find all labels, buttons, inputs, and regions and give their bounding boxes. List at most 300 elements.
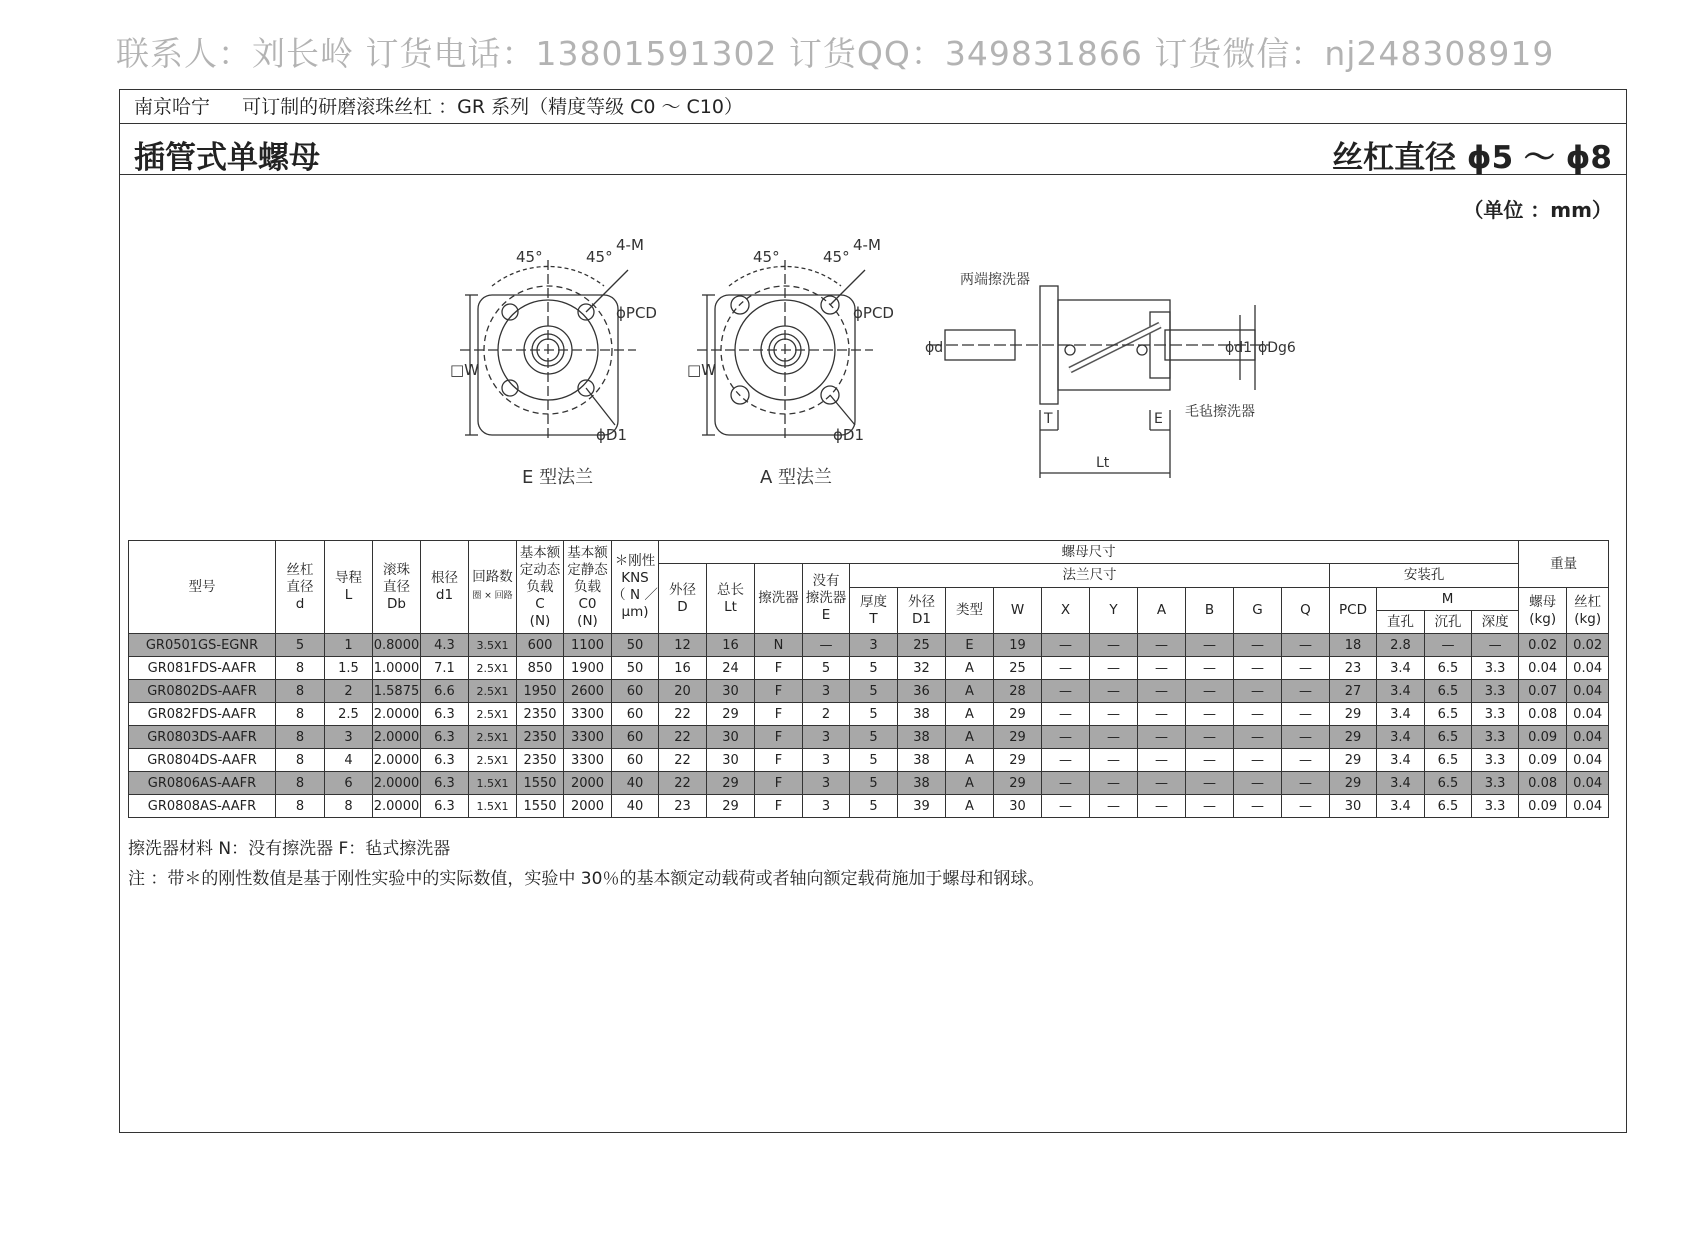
table-cell: 40 (612, 772, 659, 795)
table-cell: — (1234, 749, 1282, 772)
table-cell: — (1138, 657, 1186, 680)
table-cell: — (1138, 749, 1186, 772)
table-row (129, 772, 1609, 795)
table-cell: 27 (1330, 680, 1377, 703)
table-cell: — (1186, 657, 1234, 680)
table-cell: 5 (850, 772, 898, 795)
table-cell: — (1090, 680, 1138, 703)
table-cell: — (1282, 772, 1330, 795)
table-cell: 8 (276, 657, 325, 680)
flange-e-angle1: 45° (516, 248, 543, 266)
table-cell: 32 (898, 657, 946, 680)
table-cell: 8 (276, 680, 325, 703)
table-cell: — (1234, 703, 1282, 726)
table-cell: 40 (612, 795, 659, 818)
table-cell: 1100 (564, 634, 612, 657)
table-cell: 2350 (517, 703, 564, 726)
company-name: 南京哈宁 (134, 96, 211, 118)
table-cell: 5 (850, 703, 898, 726)
th-flange-dims: 法兰尺寸 (850, 564, 1330, 588)
table-cell: 6.3 (421, 703, 469, 726)
table-cell: 850 (517, 657, 564, 680)
table-cell: 29 (1330, 772, 1377, 795)
table-cell: 6.5 (1425, 726, 1472, 749)
table-cell: 2000 (564, 795, 612, 818)
th-root-dia: 根径 d1 (421, 541, 469, 634)
table-cell: 8 (276, 772, 325, 795)
unit-label: （单位 ：mm） (1463, 198, 1612, 222)
table-cell: 3.4 (1377, 703, 1425, 726)
table-cell: 60 (612, 749, 659, 772)
flange-a-w: □W (687, 361, 717, 379)
table-cell: — (1138, 703, 1186, 726)
table-cell: — (1138, 680, 1186, 703)
table-cell: 60 (612, 680, 659, 703)
table-cell: 2.5X1 (469, 703, 517, 726)
table-cell: 3.4 (1377, 795, 1425, 818)
contact-line: 联系人：刘长岭 订货电话：13801591302 订货QQ：349831866 订货微信：nj248308919 (116, 34, 1555, 73)
table-cell: — (1234, 726, 1282, 749)
table-cell: 3.5X1 (469, 634, 517, 657)
table-cell: 3300 (564, 703, 612, 726)
side-view-drawing (930, 286, 1270, 478)
table-cell: 2.0000 (373, 795, 421, 818)
table-cell: 3 (803, 749, 850, 772)
table-cell: — (1186, 680, 1234, 703)
table-cell: 6.3 (421, 726, 469, 749)
table-cell: GR0808AS-AAFR (129, 795, 276, 818)
table-cell: 6.5 (1425, 680, 1472, 703)
table-cell: GR0803DS-AAFR (129, 726, 276, 749)
table-cell: 60 (612, 703, 659, 726)
table-cell: 0.02 (1519, 634, 1567, 657)
flange-e-pcd: ϕPCD (616, 304, 657, 322)
table-cell: 1.5875 (373, 680, 421, 703)
table-cell: N (755, 634, 803, 657)
table-cell: 3.3 (1472, 657, 1519, 680)
table-cell: — (1042, 657, 1090, 680)
table-cell: 0.08 (1519, 772, 1567, 795)
table-cell: 29 (1330, 703, 1377, 726)
table-cell: — (1090, 726, 1138, 749)
th-type: 类型 (946, 588, 994, 634)
table-cell: 1.5X1 (469, 772, 517, 795)
table-cell: — (1042, 772, 1090, 795)
table-cell: GR0806AS-AAFR (129, 772, 276, 795)
table-cell: F (755, 749, 803, 772)
table-cell: 3300 (564, 749, 612, 772)
table-cell: A (946, 772, 994, 795)
table-cell: — (1138, 772, 1186, 795)
table-cell: 1 (325, 634, 373, 657)
table-cell: — (1282, 726, 1330, 749)
th-static-load: 基本额 定静态 负载 C0 (N) (564, 541, 612, 634)
table-cell: 0.04 (1567, 772, 1609, 795)
table-cell: 2.5X1 (469, 657, 517, 680)
table-cell: 2350 (517, 726, 564, 749)
th-g: G (1234, 588, 1282, 634)
table-cell: 1950 (517, 680, 564, 703)
table-cell: 1.5X1 (469, 795, 517, 818)
table-cell: 8 (276, 703, 325, 726)
side-lt: Lt (1096, 455, 1110, 471)
table-cell: 2600 (564, 680, 612, 703)
table-cell: 0.09 (1519, 749, 1567, 772)
table-cell: 1550 (517, 795, 564, 818)
table-cell: — (1186, 634, 1234, 657)
table-cell: 0.04 (1567, 749, 1609, 772)
table-cell: — (1042, 703, 1090, 726)
table-cell: 50 (612, 657, 659, 680)
table-cell: 4 (325, 749, 373, 772)
table-cell: 6.6 (421, 680, 469, 703)
table-cell: 1.0000 (373, 657, 421, 680)
table-cell: 7.1 (421, 657, 469, 680)
table-cell: 6.3 (421, 772, 469, 795)
table-cell: F (755, 703, 803, 726)
stiffness-note: 注 ：带＊的刚性数值是基于刚性实验中的实际数值，实验中 30％的基本额定动载荷或者轴向额定载荷施加于螺母和钢球。 (128, 869, 1045, 889)
datasheet-frame (119, 89, 1627, 1133)
flange-a-holes: 4-M (853, 236, 881, 254)
flange-a-pcd: ϕPCD (853, 304, 894, 322)
table-cell: 2.0000 (373, 726, 421, 749)
table-cell: 3300 (564, 726, 612, 749)
table-cell: — (1425, 634, 1472, 657)
th-flange-od: 外径 D1 (898, 588, 946, 634)
th-through: 直孔 (1377, 611, 1425, 634)
table-cell: 5 (850, 795, 898, 818)
table-cell: 3.4 (1377, 772, 1425, 795)
table-cell: 0.04 (1567, 795, 1609, 818)
table-cell: 2.5 (325, 703, 373, 726)
th-nut-dims: 螺母尺寸 (659, 541, 1519, 564)
table-cell: F (755, 795, 803, 818)
table-cell: 1900 (564, 657, 612, 680)
table-cell: 5 (850, 749, 898, 772)
table-cell: 23 (1330, 657, 1377, 680)
flange-e-caption: E 型法兰 (522, 467, 594, 488)
table-cell: 6 (325, 772, 373, 795)
table-cell: 38 (898, 726, 946, 749)
table-cell: 3.4 (1377, 657, 1425, 680)
th-depth: 深度 (1472, 611, 1519, 634)
table-cell: — (1282, 749, 1330, 772)
table-row (129, 795, 1609, 818)
spec-table (128, 540, 1609, 818)
table-cell: 600 (517, 634, 564, 657)
table-cell: — (1282, 657, 1330, 680)
table-cell: — (1282, 634, 1330, 657)
table-cell: 5 (850, 726, 898, 749)
table-cell: 3 (803, 726, 850, 749)
table-cell: 29 (707, 772, 755, 795)
table-cell: — (1186, 795, 1234, 818)
table-cell: — (1234, 795, 1282, 818)
table-cell: 5 (803, 657, 850, 680)
th-screw-kg: 丝杠 (kg) (1567, 588, 1609, 634)
th-model: 型号 (129, 541, 276, 634)
table-cell: 3.3 (1472, 680, 1519, 703)
table-cell: 25 (994, 657, 1042, 680)
product-title: 可订制的研磨滚珠丝杠 ：GR 系列（精度等级 C0 ～ C10） (242, 96, 743, 118)
table-cell: 30 (707, 726, 755, 749)
table-cell: A (946, 726, 994, 749)
table-cell: 24 (707, 657, 755, 680)
table-cell: 3.4 (1377, 680, 1425, 703)
flange-e-holes: 4-M (616, 236, 644, 254)
table-cell: 38 (898, 749, 946, 772)
table-cell: 8 (325, 795, 373, 818)
table-cell: — (1234, 657, 1282, 680)
spec-table-body (129, 634, 1609, 818)
table-cell: 8 (276, 795, 325, 818)
table-cell: 2.5X1 (469, 749, 517, 772)
table-cell: 16 (707, 634, 755, 657)
table-cell: 16 (659, 657, 707, 680)
table-cell: A (946, 795, 994, 818)
table-cell: 0.8000 (373, 634, 421, 657)
table-cell: 6.5 (1425, 772, 1472, 795)
table-cell: 6.5 (1425, 749, 1472, 772)
th-a: A (1138, 588, 1186, 634)
flange-a-drawing (697, 260, 873, 440)
table-cell: 30 (707, 749, 755, 772)
table-cell: 0.08 (1519, 703, 1567, 726)
table-cell: — (803, 634, 850, 657)
table-cell: — (1090, 634, 1138, 657)
table-row (129, 680, 1609, 703)
table-cell: 3.3 (1472, 795, 1519, 818)
table-cell: 38 (898, 703, 946, 726)
table-cell: 0.09 (1519, 795, 1567, 818)
table-cell: 29 (994, 703, 1042, 726)
table-cell: — (1042, 726, 1090, 749)
table-cell: 25 (898, 634, 946, 657)
table-cell: 3.3 (1472, 726, 1519, 749)
table-cell: 6.5 (1425, 795, 1472, 818)
th-outer-dia: 外径 D (659, 564, 707, 634)
diameter-range: 丝杠直径 ϕ5 ～ ϕ8 (1332, 140, 1612, 176)
th-ball-dia: 滚珠 直径 Db (373, 541, 421, 634)
section-title: 插管式单螺母 (134, 140, 320, 176)
table-row (129, 634, 1609, 657)
table-cell: 3 (803, 772, 850, 795)
table-cell: — (1234, 772, 1282, 795)
th-no-wiper: 没有 擦洗器 E (803, 564, 850, 634)
table-cell: 30 (994, 795, 1042, 818)
flange-a-d1: ϕD1 (833, 426, 864, 444)
table-cell: 2.0000 (373, 703, 421, 726)
flange-e-w: □W (450, 361, 480, 379)
table-cell: 0.04 (1567, 657, 1609, 680)
table-cell: 3 (803, 795, 850, 818)
table-cell: 5 (276, 634, 325, 657)
table-cell: 8 (276, 749, 325, 772)
table-cell: 3.3 (1472, 772, 1519, 795)
table-cell: 2.0000 (373, 772, 421, 795)
flange-e-drawing (460, 260, 636, 440)
table-cell: — (1186, 772, 1234, 795)
table-cell: GR081FDS-AAFR (129, 657, 276, 680)
table-row (129, 657, 1609, 680)
flange-a-caption: A 型法兰 (760, 467, 833, 488)
th-stiffness: ＊刚性 KNS （ N ／ μm) (612, 541, 659, 634)
table-cell: — (1042, 680, 1090, 703)
th-b: B (1186, 588, 1234, 634)
th-screw-dia: 丝杠 直径 d (276, 541, 325, 634)
table-cell: A (946, 749, 994, 772)
th-wiper: 擦洗器 (755, 564, 803, 634)
table-cell: 3.4 (1377, 726, 1425, 749)
table-cell: — (1472, 634, 1519, 657)
th-dyn-load: 基本额 定动态 负载 C (N) (517, 541, 564, 634)
table-cell: — (1282, 795, 1330, 818)
table-cell: 4.3 (421, 634, 469, 657)
table-cell: — (1234, 634, 1282, 657)
table-cell: 6.5 (1425, 703, 1472, 726)
side-d: ϕd (925, 340, 944, 356)
table-cell: — (1282, 680, 1330, 703)
table-cell: F (755, 657, 803, 680)
table-cell: — (1138, 726, 1186, 749)
th-w: W (994, 588, 1042, 634)
table-row (129, 726, 1609, 749)
table-cell: 8 (276, 726, 325, 749)
table-cell: 2350 (517, 749, 564, 772)
table-cell: 0.02 (1567, 634, 1609, 657)
table-cell: — (1090, 749, 1138, 772)
table-cell: 3.4 (1377, 749, 1425, 772)
table-cell: — (1138, 634, 1186, 657)
th-x: X (1042, 588, 1090, 634)
th-nut-kg: 螺母 (kg) (1519, 588, 1567, 634)
table-cell: 0.04 (1519, 657, 1567, 680)
table-cell: — (1186, 703, 1234, 726)
table-cell: 19 (994, 634, 1042, 657)
table-cell: A (946, 657, 994, 680)
table-cell: 1550 (517, 772, 564, 795)
table-cell: 6.3 (421, 749, 469, 772)
table-cell: 29 (994, 749, 1042, 772)
table-cell: F (755, 772, 803, 795)
table-cell: GR082FDS-AAFR (129, 703, 276, 726)
table-cell: 0.04 (1567, 703, 1609, 726)
table-cell: 2.5X1 (469, 726, 517, 749)
table-cell: 2000 (564, 772, 612, 795)
table-cell: GR0802DS-AAFR (129, 680, 276, 703)
table-cell: 29 (994, 772, 1042, 795)
table-cell: A (946, 703, 994, 726)
wiper-material-note: 擦洗器材料 N：没有擦洗器 F：毡式擦洗器 (128, 839, 451, 859)
table-cell: 3 (803, 680, 850, 703)
table-cell: GR0804DS-AAFR (129, 749, 276, 772)
side-t: T (1044, 411, 1053, 427)
th-y: Y (1090, 588, 1138, 634)
table-cell: F (755, 726, 803, 749)
table-cell: 6.5 (1425, 657, 1472, 680)
flange-e-d1: ϕD1 (596, 426, 627, 444)
table-cell: — (1042, 795, 1090, 818)
th-total-len: 总长 Lt (707, 564, 755, 634)
table-cell: GR0501GS-EGNR (129, 634, 276, 657)
table-cell: — (1282, 703, 1330, 726)
table-cell: 2.5X1 (469, 680, 517, 703)
table-cell: A (946, 680, 994, 703)
side-felt-wiper: 毛毡擦洗器 (1185, 404, 1255, 420)
th-thickness: 厚度 T (850, 588, 898, 634)
table-cell: 1.5 (325, 657, 373, 680)
table-cell: 22 (659, 703, 707, 726)
table-cell: 3 (850, 634, 898, 657)
table-cell: 38 (898, 772, 946, 795)
side-dg6: ϕDg6 (1258, 340, 1296, 356)
side-d1: ϕd1 (1225, 340, 1253, 356)
table-cell: 23 (659, 795, 707, 818)
table-cell: 60 (612, 726, 659, 749)
table-cell: 18 (1330, 634, 1377, 657)
th-m: M (1377, 588, 1519, 611)
table-cell: — (1090, 703, 1138, 726)
flange-e-angle2: 45° (586, 248, 613, 266)
table-cell: 28 (994, 680, 1042, 703)
table-cell: 39 (898, 795, 946, 818)
table-row (129, 749, 1609, 772)
th-counterbore: 沉孔 (1425, 611, 1472, 634)
table-cell: 5 (850, 680, 898, 703)
table-cell: 36 (898, 680, 946, 703)
table-cell: F (755, 680, 803, 703)
technical-drawings (120, 90, 1626, 550)
table-cell: — (1090, 772, 1138, 795)
table-cell: 50 (612, 634, 659, 657)
table-cell: 29 (994, 726, 1042, 749)
table-cell: 29 (1330, 749, 1377, 772)
table-cell: 0.04 (1567, 726, 1609, 749)
table-cell: 0.04 (1567, 680, 1609, 703)
table-cell: — (1090, 795, 1138, 818)
table-cell: 30 (1330, 795, 1377, 818)
table-row (129, 703, 1609, 726)
table-cell: E (946, 634, 994, 657)
table-cell: 0.09 (1519, 726, 1567, 749)
table-cell: — (1042, 634, 1090, 657)
table-cell: 3.3 (1472, 749, 1519, 772)
table-cell: 2 (803, 703, 850, 726)
table-cell: — (1234, 680, 1282, 703)
table-cell: 5 (850, 657, 898, 680)
side-e: E (1154, 411, 1163, 427)
side-wiper-both: 两端擦洗器 (960, 272, 1030, 288)
flange-a-angle2: 45° (823, 248, 850, 266)
th-mount-holes: 安装孔 (1330, 564, 1519, 588)
th-lead: 导程 L (325, 541, 373, 634)
table-cell: 29 (707, 703, 755, 726)
table-cell: — (1090, 657, 1138, 680)
table-cell: 22 (659, 772, 707, 795)
table-cell: 12 (659, 634, 707, 657)
table-cell: — (1138, 795, 1186, 818)
table-cell: — (1042, 749, 1090, 772)
table-cell: 3 (325, 726, 373, 749)
table-cell: 29 (1330, 726, 1377, 749)
flange-a-angle1: 45° (753, 248, 780, 266)
table-cell: 2.8 (1377, 634, 1425, 657)
table-cell: 22 (659, 749, 707, 772)
table-cell: 20 (659, 680, 707, 703)
table-cell: 3.3 (1472, 703, 1519, 726)
table-cell: 30 (707, 680, 755, 703)
th-weight: 重量 (1519, 541, 1609, 588)
